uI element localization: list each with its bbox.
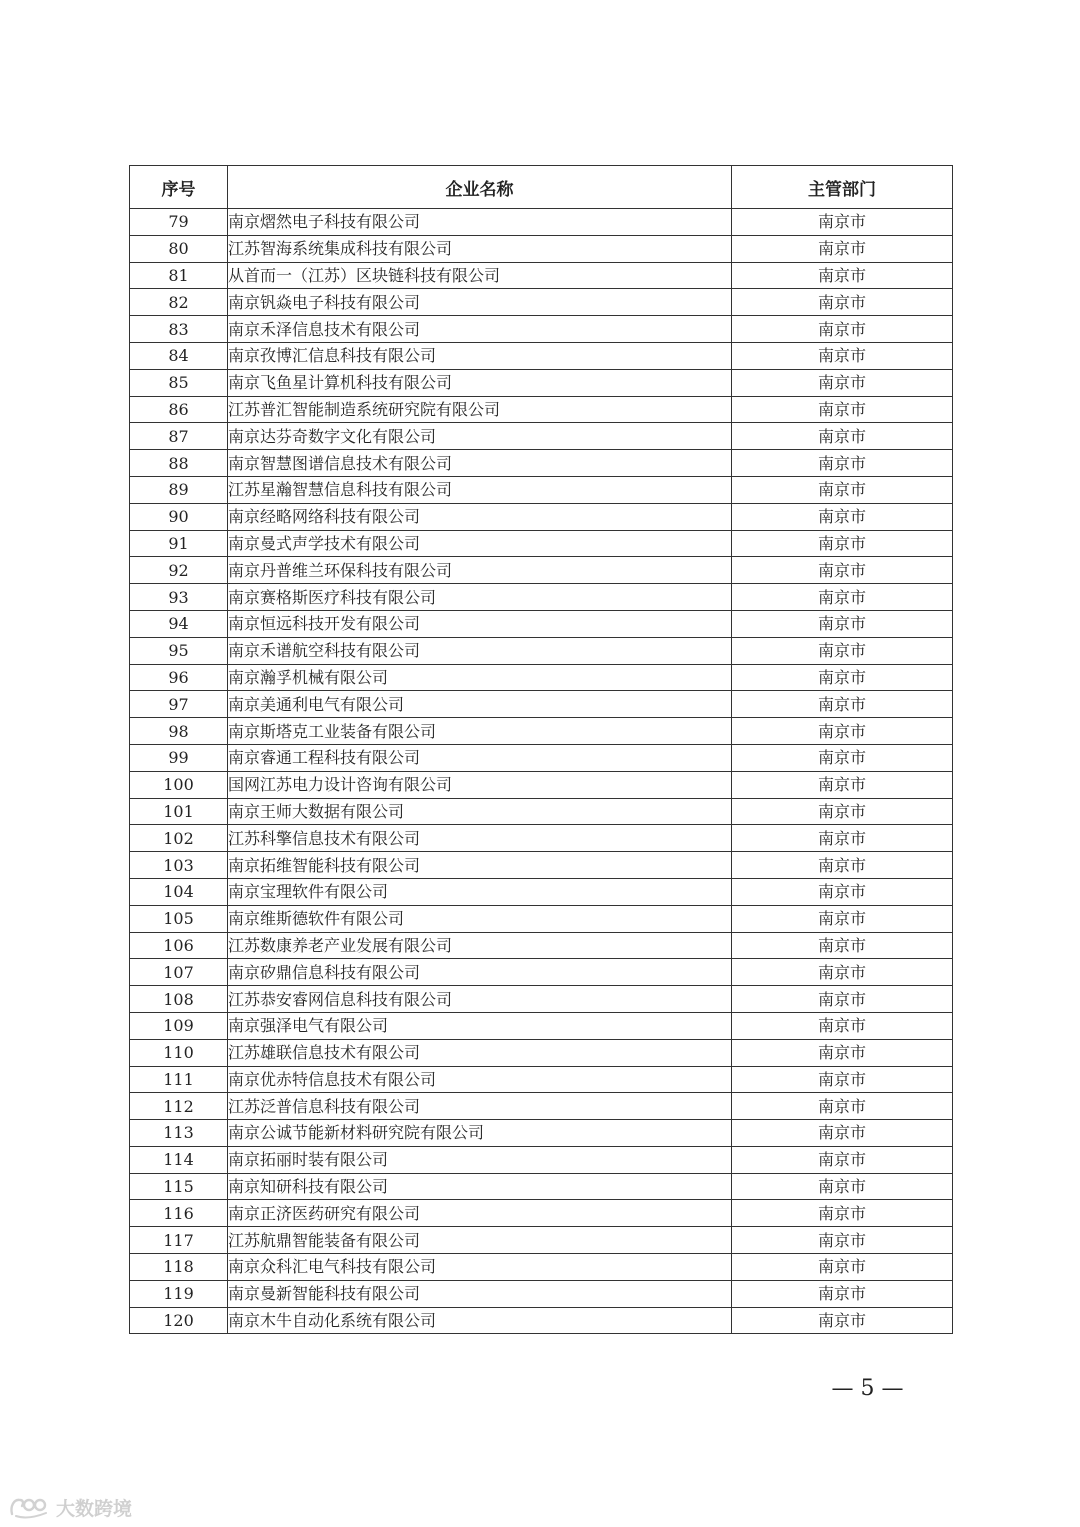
cell-company-name: 南京孜博汇信息科技有限公司 (228, 342, 732, 369)
cell-department: 南京市 (732, 986, 953, 1013)
table-header (130, 166, 953, 209)
cell-company-name: 南京达芬奇数字文化有限公司 (228, 423, 732, 450)
table-row (130, 289, 953, 316)
table-row (130, 932, 953, 959)
cell-company-name: 南京飞鱼星计算机科技有限公司 (228, 369, 732, 396)
table-row (130, 1012, 953, 1039)
cell-department: 南京市 (732, 798, 953, 825)
cell-company-name: 南京瀚孚机械有限公司 (228, 664, 732, 691)
cell-company-name: 南京木牛自动化系统有限公司 (228, 1307, 732, 1334)
cell-department: 南京市 (732, 530, 953, 557)
table-row (130, 878, 953, 905)
cell-company-name: 江苏数康养老产业发展有限公司 (228, 932, 732, 959)
cell-company-name: 南京赛格斯医疗科技有限公司 (228, 584, 732, 611)
table-row (130, 530, 953, 557)
cell-serial-number: 114 (130, 1146, 228, 1173)
cell-company-name: 南京恒远科技开发有限公司 (228, 610, 732, 637)
cell-department: 南京市 (732, 450, 953, 477)
table-row (130, 1307, 953, 1334)
cell-department: 南京市 (732, 1254, 953, 1281)
cell-company-name: 南京钒焱电子科技有限公司 (228, 289, 732, 316)
cell-department: 南京市 (732, 476, 953, 503)
cell-department: 南京市 (732, 691, 953, 718)
cell-serial-number: 105 (130, 905, 228, 932)
cell-serial-number: 91 (130, 530, 228, 557)
cell-company-name: 南京斯塔克工业装备有限公司 (228, 718, 732, 745)
table-row (130, 209, 953, 236)
header-department: 主管部门 (732, 166, 953, 209)
table-row (130, 744, 953, 771)
table-row (130, 718, 953, 745)
cell-department: 南京市 (732, 557, 953, 584)
table-row (130, 423, 953, 450)
cell-company-name: 南京禾谱航空科技有限公司 (228, 637, 732, 664)
cell-department: 南京市 (732, 932, 953, 959)
cell-department: 南京市 (732, 610, 953, 637)
cell-department: 南京市 (732, 396, 953, 423)
cell-department: 南京市 (732, 637, 953, 664)
cell-serial-number: 90 (130, 503, 228, 530)
table-row (130, 1146, 953, 1173)
watermark-logo-icon (8, 1494, 52, 1520)
cell-company-name: 南京熠然电子科技有限公司 (228, 209, 732, 236)
cell-department: 南京市 (732, 852, 953, 879)
cell-company-name: 南京睿通工程科技有限公司 (228, 744, 732, 771)
cell-serial-number: 89 (130, 476, 228, 503)
table-row (130, 825, 953, 852)
watermark-text: 大数跨境 (56, 1497, 133, 1520)
cell-serial-number: 107 (130, 959, 228, 986)
table-row (130, 1254, 953, 1281)
cell-company-name: 南京曼式声学技术有限公司 (228, 530, 732, 557)
header-company-name: 企业名称 (228, 166, 732, 209)
cell-serial-number: 96 (130, 664, 228, 691)
cell-company-name: 江苏科擎信息技术有限公司 (228, 825, 732, 852)
cell-department: 南京市 (732, 209, 953, 236)
cell-company-name: 南京智慧图谱信息技术有限公司 (228, 450, 732, 477)
cell-serial-number: 110 (130, 1039, 228, 1066)
cell-serial-number: 79 (130, 209, 228, 236)
cell-serial-number: 115 (130, 1173, 228, 1200)
table-row (130, 798, 953, 825)
cell-serial-number: 99 (130, 744, 228, 771)
cell-serial-number: 113 (130, 1120, 228, 1147)
cell-company-name: 南京美通利电气有限公司 (228, 691, 732, 718)
cell-serial-number: 97 (130, 691, 228, 718)
cell-department: 南京市 (732, 342, 953, 369)
cell-serial-number: 119 (130, 1280, 228, 1307)
cell-serial-number: 94 (130, 610, 228, 637)
table-row (130, 691, 953, 718)
table-row (130, 342, 953, 369)
cell-company-name: 南京王师大数据有限公司 (228, 798, 732, 825)
watermark (8, 1492, 132, 1522)
cell-company-name: 江苏泛普信息科技有限公司 (228, 1093, 732, 1120)
cell-serial-number: 92 (130, 557, 228, 584)
cell-department: 南京市 (732, 235, 953, 262)
cell-company-name: 南京拓维智能科技有限公司 (228, 852, 732, 879)
cell-department: 南京市 (732, 905, 953, 932)
cell-department: 南京市 (732, 718, 953, 745)
cell-serial-number: 116 (130, 1200, 228, 1227)
table-row (130, 959, 953, 986)
table-row (130, 1173, 953, 1200)
cell-company-name: 南京矽鼎信息科技有限公司 (228, 959, 732, 986)
cell-department: 南京市 (732, 771, 953, 798)
cell-serial-number: 111 (130, 1066, 228, 1093)
table-row (130, 986, 953, 1013)
cell-company-name: 南京拓丽时装有限公司 (228, 1146, 732, 1173)
cell-company-name: 从首而一（江苏）区块链科技有限公司 (228, 262, 732, 289)
cell-serial-number: 84 (130, 342, 228, 369)
table-row (130, 1120, 953, 1147)
table-row (130, 1227, 953, 1254)
cell-serial-number: 80 (130, 235, 228, 262)
table-row (130, 1039, 953, 1066)
cell-serial-number: 88 (130, 450, 228, 477)
cell-company-name: 南京禾泽信息技术有限公司 (228, 316, 732, 343)
cell-serial-number: 102 (130, 825, 228, 852)
table-row (130, 262, 953, 289)
cell-department: 南京市 (732, 423, 953, 450)
table-row (130, 771, 953, 798)
cell-department: 南京市 (732, 744, 953, 771)
cell-serial-number: 85 (130, 369, 228, 396)
cell-serial-number: 83 (130, 316, 228, 343)
table-row (130, 610, 953, 637)
cell-company-name: 南京曼新智能科技有限公司 (228, 1280, 732, 1307)
cell-department: 南京市 (732, 1280, 953, 1307)
cell-department: 南京市 (732, 584, 953, 611)
cell-department: 南京市 (732, 1146, 953, 1173)
cell-company-name: 国网江苏电力设计咨询有限公司 (228, 771, 732, 798)
cell-serial-number: 101 (130, 798, 228, 825)
cell-department: 南京市 (732, 1039, 953, 1066)
cell-serial-number: 103 (130, 852, 228, 879)
cell-department: 南京市 (732, 1012, 953, 1039)
table-row (130, 584, 953, 611)
cell-department: 南京市 (732, 316, 953, 343)
cell-serial-number: 108 (130, 986, 228, 1013)
cell-company-name: 南京丹普维兰环保科技有限公司 (228, 557, 732, 584)
cell-serial-number: 117 (130, 1227, 228, 1254)
cell-department: 南京市 (732, 1066, 953, 1093)
cell-company-name: 江苏星瀚智慧信息科技有限公司 (228, 476, 732, 503)
cell-department: 南京市 (732, 1307, 953, 1334)
cell-serial-number: 93 (130, 584, 228, 611)
cell-serial-number: 118 (130, 1254, 228, 1281)
cell-serial-number: 86 (130, 396, 228, 423)
cell-serial-number: 106 (130, 932, 228, 959)
cell-department: 南京市 (732, 1173, 953, 1200)
cell-serial-number: 87 (130, 423, 228, 450)
cell-company-name: 南京公诚节能新材料研究院有限公司 (228, 1120, 732, 1147)
table-row (130, 1093, 953, 1120)
cell-company-name: 南京宝理软件有限公司 (228, 878, 732, 905)
cell-company-name: 江苏智海系统集成科技有限公司 (228, 235, 732, 262)
table-row (130, 369, 953, 396)
cell-department: 南京市 (732, 369, 953, 396)
cell-department: 南京市 (732, 262, 953, 289)
table-row (130, 852, 953, 879)
cell-company-name: 南京强泽电气有限公司 (228, 1012, 732, 1039)
cell-department: 南京市 (732, 825, 953, 852)
table-row (130, 905, 953, 932)
table-row (130, 235, 953, 262)
table-row (130, 1280, 953, 1307)
table-row (130, 476, 953, 503)
cell-company-name: 南京维斯德软件有限公司 (228, 905, 732, 932)
table-row (130, 450, 953, 477)
cell-serial-number: 100 (130, 771, 228, 798)
cell-company-name: 南京经略网络科技有限公司 (228, 503, 732, 530)
cell-department: 南京市 (732, 1227, 953, 1254)
header-row (130, 166, 953, 209)
cell-serial-number: 104 (130, 878, 228, 905)
cell-department: 南京市 (732, 503, 953, 530)
cell-serial-number: 81 (130, 262, 228, 289)
cell-department: 南京市 (732, 1093, 953, 1120)
table-body (130, 209, 953, 1334)
page-number: — 5 — (831, 1376, 904, 1401)
table-row (130, 637, 953, 664)
table-row (130, 1066, 953, 1093)
cell-company-name: 南京正济医药研究有限公司 (228, 1200, 732, 1227)
table-row (130, 316, 953, 343)
table-row (130, 503, 953, 530)
header-serial-number: 序号 (130, 166, 228, 209)
table-row (130, 557, 953, 584)
cell-department: 南京市 (732, 664, 953, 691)
cell-serial-number: 120 (130, 1307, 228, 1334)
cell-serial-number: 82 (130, 289, 228, 316)
cell-company-name: 南京知研科技有限公司 (228, 1173, 732, 1200)
cell-department: 南京市 (732, 878, 953, 905)
cell-department: 南京市 (732, 959, 953, 986)
cell-company-name: 江苏普汇智能制造系统研究院有限公司 (228, 396, 732, 423)
cell-department: 南京市 (732, 1200, 953, 1227)
cell-department: 南京市 (732, 289, 953, 316)
cell-department: 南京市 (732, 1120, 953, 1147)
cell-company-name: 南京优赤特信息技术有限公司 (228, 1066, 732, 1093)
cell-company-name: 江苏航鼎智能装备有限公司 (228, 1227, 732, 1254)
cell-company-name: 江苏恭安睿网信息科技有限公司 (228, 986, 732, 1013)
table-row (130, 396, 953, 423)
table-row (130, 664, 953, 691)
cell-serial-number: 112 (130, 1093, 228, 1120)
cell-company-name: 江苏雄联信息技术有限公司 (228, 1039, 732, 1066)
cell-serial-number: 109 (130, 1012, 228, 1039)
cell-serial-number: 98 (130, 718, 228, 745)
enterprise-table (129, 165, 953, 1334)
cell-company-name: 南京众科汇电气科技有限公司 (228, 1254, 732, 1281)
cell-serial-number: 95 (130, 637, 228, 664)
table-row (130, 1200, 953, 1227)
